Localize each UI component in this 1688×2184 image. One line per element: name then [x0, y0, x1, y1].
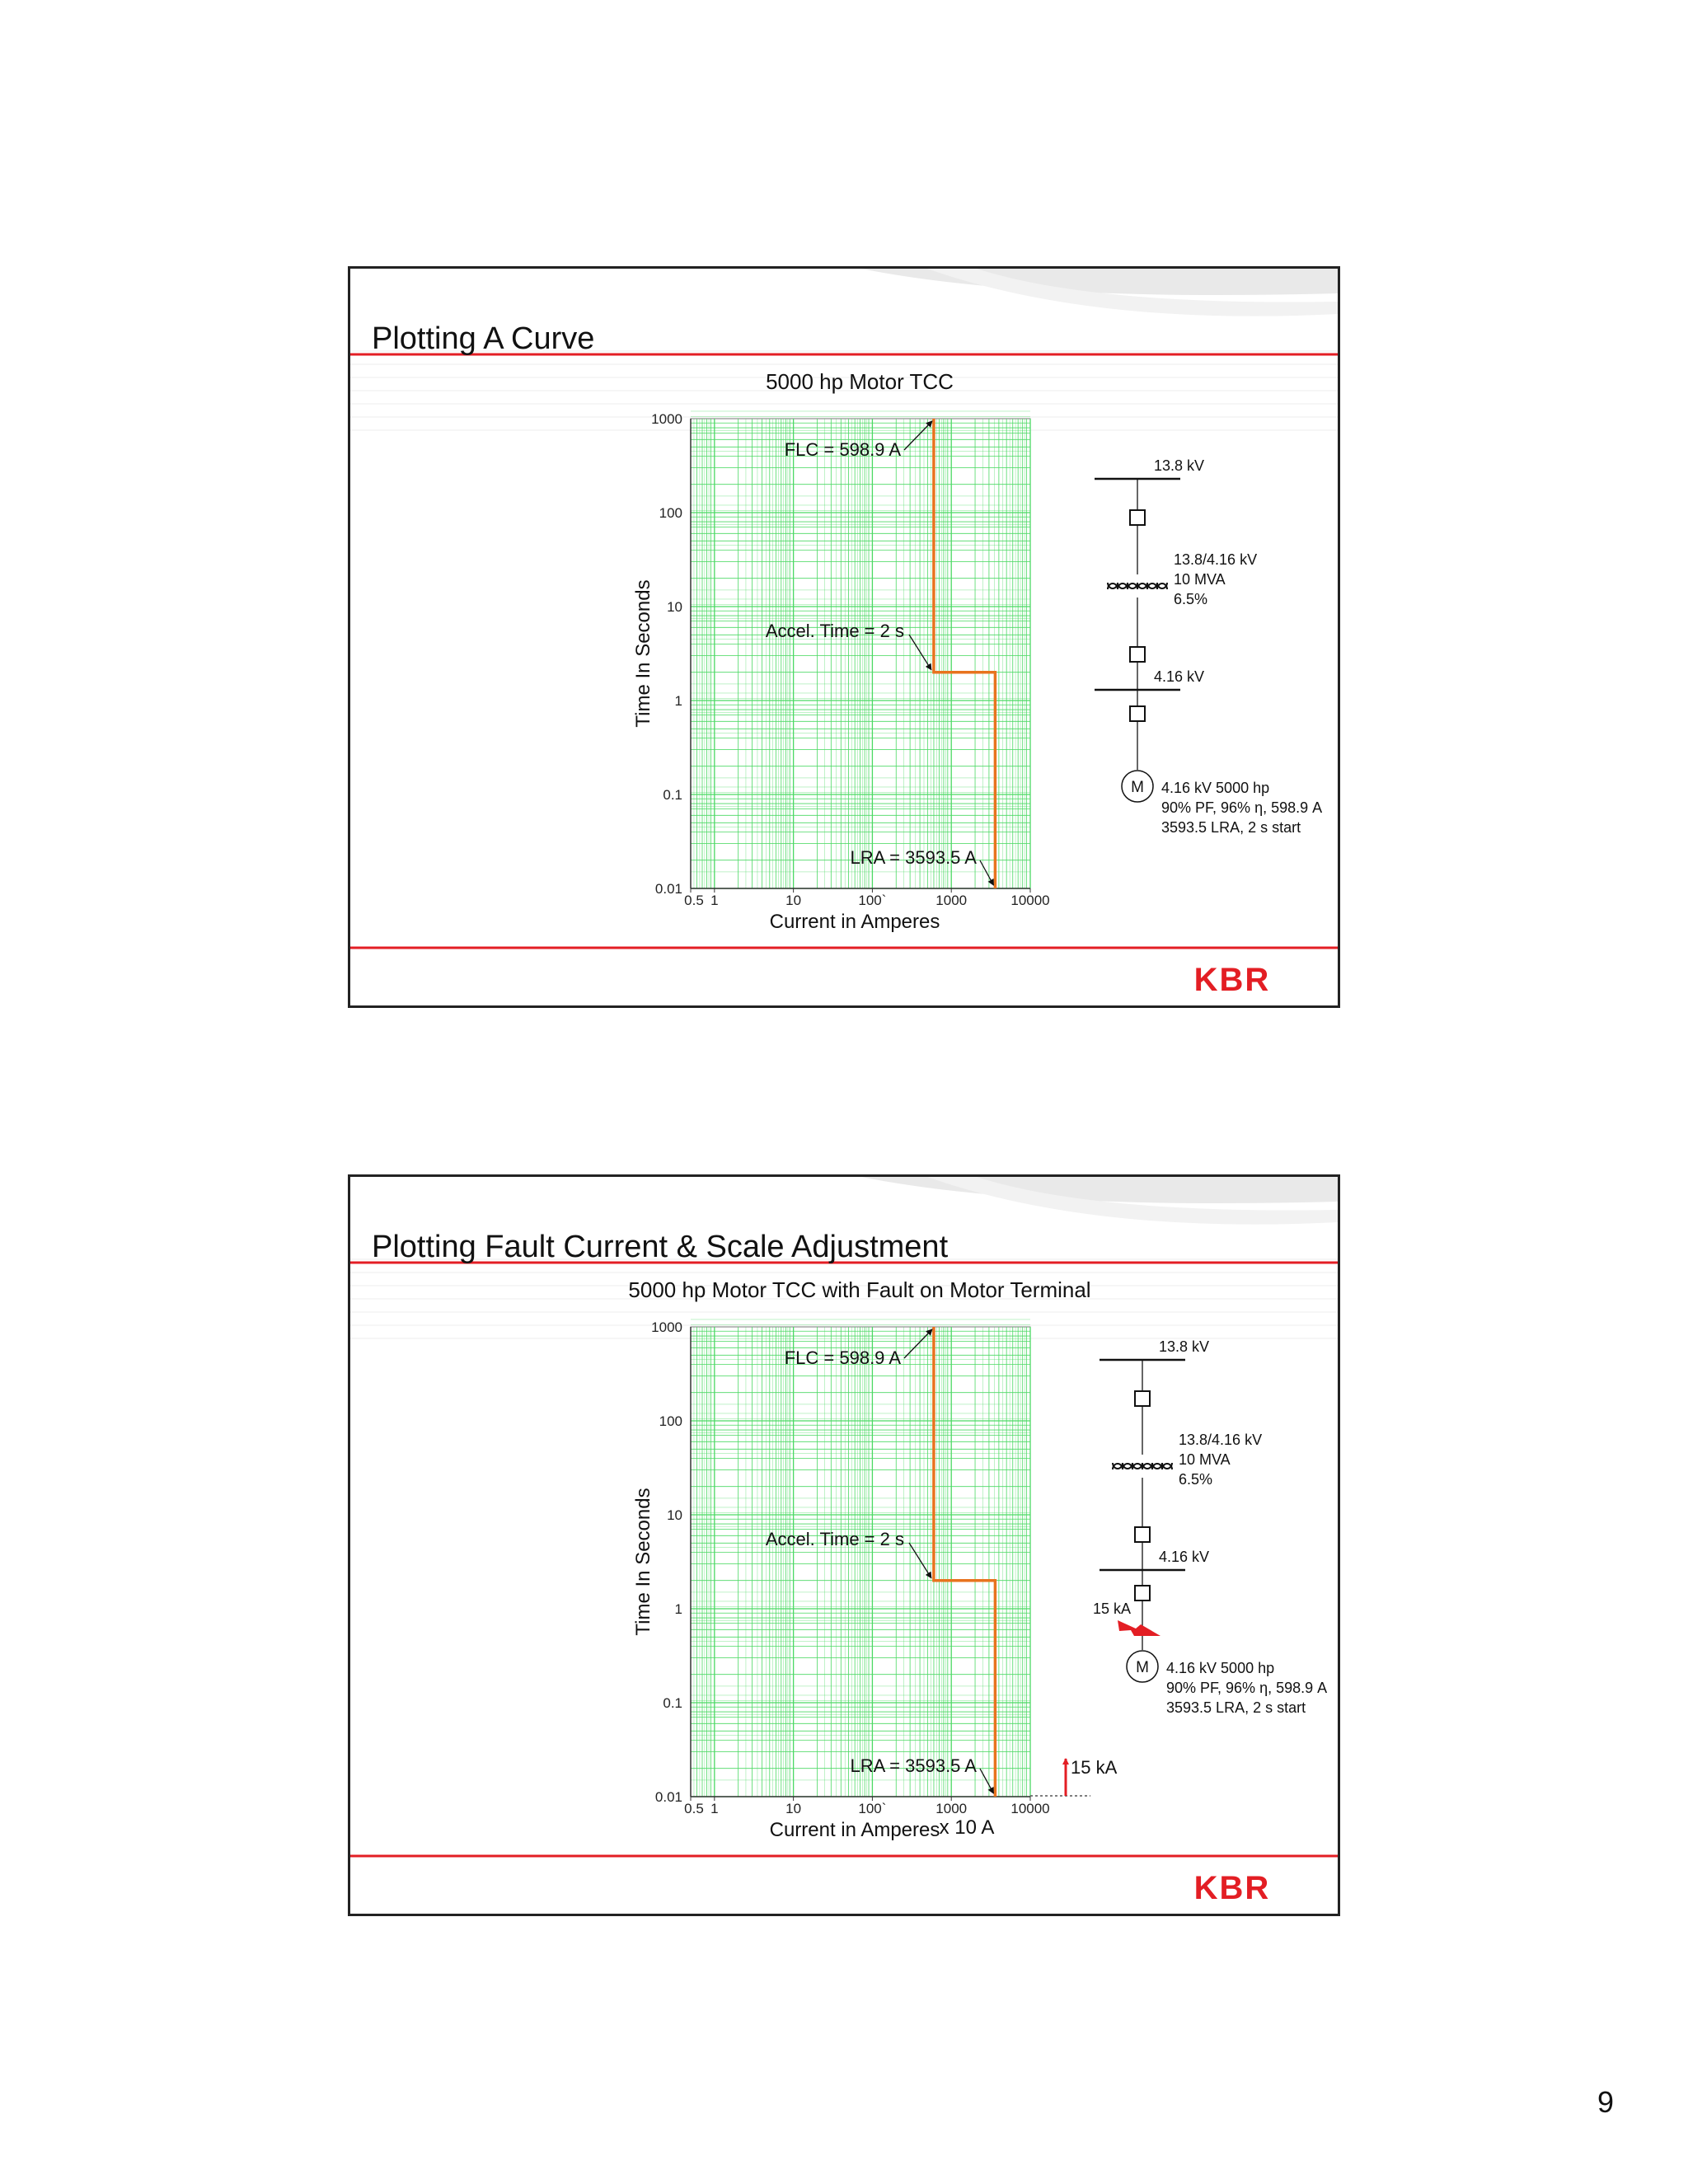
y-tick-label: 10: [667, 599, 682, 615]
x-tick-label: 10: [785, 893, 802, 908]
annotation-accel-time: Accel. Time = 2 s: [765, 621, 904, 641]
transformer-label: 10 MVA: [1174, 571, 1226, 588]
x-tick-label: 10000: [1010, 1801, 1050, 1816]
motor-rating-label: 90% PF, 96% η, 598.9 A: [1166, 1680, 1328, 1696]
fault-bolt-icon: [1118, 1620, 1160, 1636]
transformer-label: 6.5%: [1174, 591, 1208, 607]
header-swoosh: [861, 269, 1338, 295]
slide-title: Plotting A Curve: [372, 321, 595, 356]
annotation-flc: FLC = 598.9 A: [784, 1347, 901, 1368]
y-axis-label: Time In Seconds: [632, 1488, 654, 1636]
x-tick-label: 1000: [935, 1801, 968, 1816]
bus-4-16kv-label: 4.16 kV: [1159, 1549, 1210, 1565]
y-axis-label: Time In Seconds: [632, 579, 654, 728]
x-axis-label: Current in Amperes: [769, 1819, 940, 1841]
motor-rating-label: 90% PF, 96% η, 598.9 A: [1161, 799, 1323, 816]
page-number: 9: [1597, 2085, 1614, 2119]
breaker-icon: [1135, 1586, 1150, 1601]
fault-location-label: 15 kA: [1093, 1601, 1132, 1617]
x-tick-label: 10000: [1010, 893, 1050, 908]
kbr-logo: KBR: [1193, 962, 1271, 998]
y-tick-label: 10: [667, 1507, 682, 1523]
y-tick-label: 0.01: [654, 1789, 682, 1805]
transformer-label: 10 MVA: [1179, 1451, 1231, 1468]
motor-rating-label: 3593.5 LRA, 2 s start: [1161, 819, 1301, 836]
one-line-diagram: [1095, 457, 1322, 836]
plot-area: [691, 419, 1030, 888]
x-tick-label: 0.5: [684, 893, 704, 908]
x-axis-scale-label: x 10 A: [939, 1816, 995, 1839]
y-tick-label: 0.1: [663, 1695, 682, 1711]
x-tick-label: 1: [710, 893, 719, 908]
slide-graphics: [350, 269, 1338, 1008]
fault-current-label: 15 kA: [1071, 1757, 1118, 1778]
chart-title: 5000 hp Motor TCC: [766, 369, 954, 394]
x-tick-label: 1: [710, 1801, 719, 1816]
bus-13-8kv-label: 13.8 kV: [1154, 457, 1205, 474]
one-line-diagram: [1093, 1338, 1327, 1716]
slide-plotting-a-curve: [348, 266, 1340, 1008]
annotation-accel-time: Accel. Time = 2 s: [765, 1529, 904, 1549]
y-tick-label: 100: [659, 505, 682, 521]
y-tick-label: 1: [674, 1601, 682, 1617]
motor-rating-label: 3593.5 LRA, 2 s start: [1166, 1699, 1306, 1716]
y-tick-label: 0.1: [663, 787, 682, 803]
transformer-label: 6.5%: [1179, 1471, 1213, 1488]
header-swoosh: [861, 1177, 1338, 1203]
breaker-icon: [1130, 510, 1145, 525]
x-tick-label: 0.5: [684, 1801, 704, 1816]
y-tick-label: 1: [674, 693, 682, 709]
x-tick-label: 100`: [858, 893, 887, 908]
plot-area: [691, 1327, 1030, 1797]
x-tick-label: 10: [785, 1801, 802, 1816]
transformer-label: 13.8/4.16 kV: [1179, 1432, 1263, 1448]
breaker-icon: [1130, 706, 1145, 721]
slide-title: Plotting Fault Current & Scale Adjustment: [372, 1230, 949, 1264]
y-tick-label: 0.01: [654, 881, 682, 897]
transformer-label: 13.8/4.16 kV: [1174, 551, 1258, 568]
x-axis-label: Current in Amperes: [769, 911, 940, 933]
motor-symbol: M: [1131, 779, 1144, 796]
y-tick-label: 1000: [651, 411, 682, 427]
annotation-lra: LRA = 3593.5 A: [850, 1755, 977, 1776]
bus-4-16kv-label: 4.16 kV: [1154, 668, 1205, 685]
kbr-logo: KBR: [1193, 1870, 1271, 1906]
motor-symbol: M: [1136, 1659, 1149, 1676]
breaker-icon: [1130, 647, 1145, 662]
breaker-icon: [1135, 1391, 1150, 1406]
x-tick-label: 1000: [935, 893, 968, 908]
slide-plotting-fault-current: [348, 1174, 1340, 1916]
y-tick-label: 1000: [651, 1319, 682, 1335]
motor-rating-label: 4.16 kV 5000 hp: [1166, 1660, 1275, 1676]
slide-graphics: [350, 1177, 1338, 1916]
x-tick-label: 100`: [858, 1801, 887, 1816]
y-tick-label: 100: [659, 1413, 682, 1429]
chart-title: 5000 hp Motor TCC with Fault on Motor Terminal: [628, 1277, 1091, 1302]
motor-rating-label: 4.16 kV 5000 hp: [1161, 780, 1270, 796]
annotation-lra: LRA = 3593.5 A: [850, 847, 977, 868]
bus-13-8kv-label: 13.8 kV: [1159, 1338, 1210, 1355]
breaker-icon: [1135, 1527, 1150, 1542]
annotation-flc: FLC = 598.9 A: [784, 439, 901, 460]
